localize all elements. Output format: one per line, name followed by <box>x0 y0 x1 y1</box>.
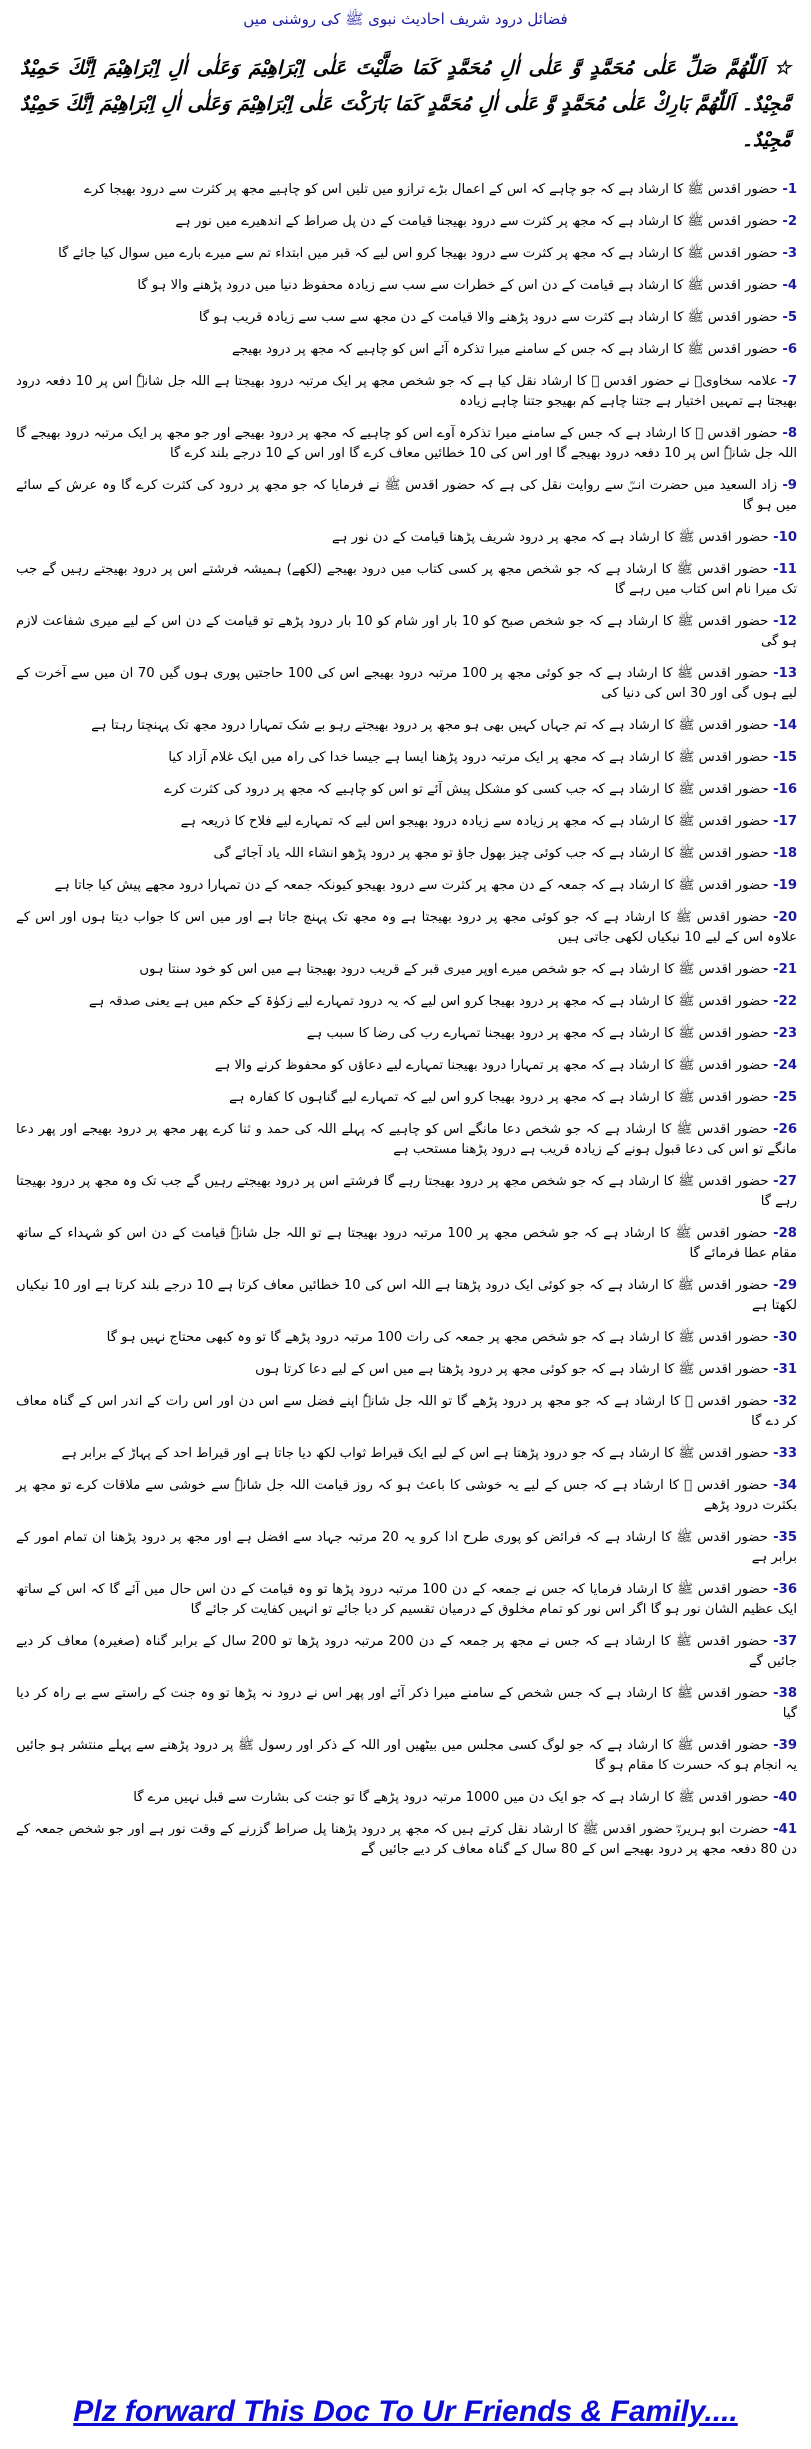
hadith-item <box>16 1820 797 1860</box>
hadith-text: علامہ سخاویؒ نے حضور اقدس ﷺ کا ارشاد نقل کیا ہے کہ جو شخص مجھ پر ایک مرتبہ درود بھیجتا ہے اللہ جل شانہٗ اس پر 10 دفعہ درود بھیجتا ہے تمہیں اختیار ہے جتنا چاہے کم بھیجو جتنا چاہے زیادہ <box>16 374 797 409</box>
hadith-item <box>16 1172 797 1212</box>
hadith-text: حضرت ابو ہریرہؓ حضور اقدس ﷺ کا ارشاد نقل کرتے ہیں کہ مجھ پر درود پڑھنا پل صراط گزرنے کے وقت نور ہے اور جو شخص جمعہ کے دن 80 دفعہ مجھ پر درود بھیجے اس کے 80 سال کے گناہ معاف کر دیے جائیں گے <box>16 1822 797 1857</box>
hadith-number: 8 - <box>778 426 797 441</box>
hadith-item <box>16 340 797 360</box>
hadith-text: حضور اقدس ﷺ کا ارشاد ہے کہ جو کوئی مجھ پر درود پڑھتا ہے میں اس کے لیے دعا کرتا ہوں <box>255 1362 769 1377</box>
hadith-text: حضور اقدس ﷺ کا ارشاد ہے کہ جب کسی کو مشکل پیش آئے تو اس کو چاہیے کہ مجھ پر درود کی کثرت کرے <box>164 782 769 797</box>
hadith-text: حضور اقدس ﷺ کا ارشاد ہے کہ جو شخص مجھ پر جمعہ کی رات 100 مرتبہ درود پڑھے گا تو وہ کبھی محتاج نہیں ہو گا <box>106 1330 769 1345</box>
hadith-text: حضور اقدس ﷺ کا ارشاد ہے کہ جس شخص کے سامنے میرا ذکر آئے اور پھر اس نے درود نہ پڑھا تو وہ جنت کے راستے سے بے راہ کر دیا گیا <box>16 1686 797 1721</box>
hadith-text: حضور اقدس ﷺ کا ارشاد ہے کہ جب کوئی چیز بھول جاؤ تو مجھ پر درود پڑھو انشاء اللہ یاد آجائے گی <box>213 846 769 861</box>
hadith-item <box>16 424 797 464</box>
hadith-text: حضور اقدس ﷺ کا ارشاد ہے کہ جو کوئی مجھ پر درود بھیجتا ہے وہ مجھ تک پہنچ جاتا ہے اور میں اس کا جواب دیتا ہوں اور اس کے علاوہ اس کے لیے 10 نیکیاں لکھی جاتی ہیں <box>16 910 797 945</box>
hadith-number: 15 - <box>769 750 797 765</box>
hadith-text: حضور اقدس ﷺ کا ارشاد ہے کہ جو ایک دن میں 1000 مرتبہ درود پڑھے گا تو جنت کی بشارت سے قبل نہیں مرے گا <box>133 1790 769 1805</box>
hadith-item <box>16 748 797 768</box>
hadith-number: 32 - <box>768 1394 797 1409</box>
hadith-text: حضور اقدس ﷺ کا ارشاد ہے کہ جو کوئی مجھ پر 100 مرتبہ درود بھیجے اس کی 100 حاجتیں پوری ہوں گیں 70 ان میں سے آخرت کے لیے ہوں گی اور 30 اس کی دنیا کی <box>16 666 797 701</box>
hadith-text: حضور اقدس ﷺ کا ارشاد ہے کہ جو لوگ کسی مجلس میں بیٹھیں اور اللہ کے ذکر اور رسول ﷺ پر درود پڑھنے سے پہلے منتشر ہو جائیں یہ انجام ہو کہ حسرت کا مقام ہو گا <box>16 1738 797 1773</box>
hadith-item <box>16 780 797 800</box>
hadith-item <box>16 560 797 600</box>
hadith-item <box>16 308 797 328</box>
hadith-text: حضور اقدس ﷺ کا ارشاد ہے کہ مجھ پر درود بھیجا کرو اس لیے کہ یہ درود تمہارے لیے زکوٰۃ کے حکم میں ہے یعنی صدقہ ہے <box>88 994 769 1009</box>
hadith-number: 10 - <box>769 530 797 545</box>
hadith-text: حضور اقدس ﷺ کا ارشاد ہے کہ جو مجھ پر درود پڑھے گا تو اللہ جل شانہٗ اپنے فضل سے اس دن اور اس رات کے اندر اس کے گناہ معاف کر دے گا <box>16 1394 797 1429</box>
hadith-text: حضور اقدس ﷺ کا ارشاد ہے کہ جو شخص مجھ پر 100 مرتبہ درود بھیجتا ہے تو اللہ جل شانہٗ قیامت کے دن اس کو شہداء کے ساتھ مقام عطا فرمائے گا <box>16 1226 797 1261</box>
durood-ibrahimi: ☆ اَللّٰهُمَّ صَلِّ عَلٰى مُحَمَّدٍ وَّ عَلٰى اٰلِ مُحَمَّدٍ كَمَا صَلَّيْتَ عَلٰى اِبْرَاهِيْمَ وَعَلٰى اٰلِ اِبْرَاهِيْمَ اِنَّكَ حَمِيْدٌ مَّجِيْدٌ۔ اَللّٰهُمَّ بَارِكْ عَلٰى مُحَمَّدٍ وَّ عَلٰى اٰلِ مُحَمَّدٍ كَمَا بَارَكْتَ عَلٰى اِبْرَاهِيْمَ وَعَلٰى اٰلِ اِبْرَاهِيْمَ اِنَّكَ حَمِيْدٌ مَّجِيْدٌ۔ <box>20 57 791 151</box>
hadith-text: حضور اقدس ﷺ کا ارشاد فرمایا کہ جس نے جمعہ کے دن 100 مرتبہ درود پڑھا تو وہ قیامت کے دن اس حال میں آئے گا کہ اس کے ساتھ ایک عظیم الشان نور ہو گا اگر اس نور کو تمام مخلوق کے درمیان تقسیم کر دیا جائے تو انہیں کفایت کر جائے گا <box>16 1582 797 1617</box>
hadith-item <box>16 812 797 832</box>
forward-footer: Plz forward This Doc To Ur Friends & Family.... <box>73 2395 738 2428</box>
hadith-number: 36 - <box>768 1582 797 1597</box>
hadith-item <box>16 876 797 896</box>
hadith-text: حضور اقدس ﷺ کا ارشاد ہے کہ جو درود پڑھتا ہے اس کے لیے ایک قیراط ثواب لکھ دیا جاتا ہے اور قیراط احد کے پہاڑ کے برابر ہے <box>61 1446 769 1461</box>
hadith-item <box>16 844 797 864</box>
hadith-item <box>16 716 797 736</box>
hadith-text: حضور اقدس ﷺ کا ارشاد ہے قیامت کے دن اس کے خطرات سے سب سے زیادہ محفوظ دنیا میں درود پڑھنے والا ہو گا <box>137 278 778 293</box>
hadith-text: حضور اقدس ﷺ کا ارشاد ہے کہ جو شخص میرے اوپر میری قبر کے قریب درود بھیجتا ہے میں اس کو خود سنتا ہوں <box>139 962 769 977</box>
hadith-item <box>16 180 797 200</box>
hadith-item <box>16 528 797 548</box>
hadith-text: حضور اقدس ﷺ کا ارشاد ہے کہ جو شخص مجھ پر کسی کتاب میں درود بھیجے (لکھے) ہمیشہ فرشتے اس پر درود بھیجتے رہیں گے جب تک میرا نام اس کتاب میں رہے گا <box>16 562 797 597</box>
hadith-item <box>16 1580 797 1620</box>
hadith-number: 13 - <box>768 666 797 681</box>
hadith-number: 38 - <box>768 1686 797 1701</box>
hadith-number: 20 - <box>768 910 797 925</box>
hadith-text: حضور اقدس ﷺ کا ارشاد ہے کہ مجھ پر کثرت سے درود بھیجنا قیامت کے دن پل صراط کے اندھیرے میں نور ہے <box>175 214 778 229</box>
hadith-text: حضور اقدس ﷺ کا ارشاد ہے کہ جو کوئی ایک درود پڑھتا ہے اللہ اس کی 10 خطائیں معاف کرتا ہے 10 درجے بلند کرتا ہے اور 10 نیکیاں لکھتا ہے <box>16 1278 797 1313</box>
hadith-number: 17 - <box>769 814 797 829</box>
hadith-number: 4 - <box>778 278 797 293</box>
hadith-item <box>16 1684 797 1724</box>
hadith-number: 5 - <box>778 310 797 325</box>
hadith-number: 22 - <box>769 994 797 1009</box>
hadith-number: 29 - <box>768 1278 797 1293</box>
hadith-item <box>16 1120 797 1160</box>
hadith-item <box>16 664 797 704</box>
hadith-text: حضور اقدس ﷺ کا ارشاد ہے کہ جمعہ کے دن مجھ پر کثرت سے درود بھیجو کیونکہ جمعہ کے دن تمہارا درود مجھے پیش کیا جاتا ہے <box>54 878 769 893</box>
hadith-number: 14 - <box>769 718 797 733</box>
hadith-text: حضور اقدس ﷺ کا ارشاد ہے کہ جس کے سامنے میرا تذکرہ آئے اس کو چاہیے کہ مجھ پر درود بھیجے <box>231 342 778 357</box>
hadith-number: 12 - <box>768 614 797 629</box>
hadith-number: 18 - <box>769 846 797 861</box>
hadith-item <box>16 1736 797 1776</box>
hadith-number: 31 - <box>769 1362 797 1377</box>
hadith-text: حضور اقدس ﷺ کا ارشاد ہے کثرت سے درود پڑھنے والا قیامت کے دن مجھ سے سب سے زیادہ قریب ہو گا <box>198 310 778 325</box>
hadith-text: حضور اقدس ﷺ کا ارشاد ہے کہ مجھ پر تمہارا درود بھیجنا تمہارے لیے دعاؤں کو محفوظ کرنے والا ہے <box>214 1058 769 1073</box>
hadith-item <box>16 612 797 652</box>
hadith-item <box>16 1024 797 1044</box>
hadith-item <box>16 1476 797 1516</box>
hadith-number: 33 - <box>769 1446 797 1461</box>
hadith-text: زاد السعید میں حضرت انسؓ سے روایت نقل کی ہے کہ حضور اقدس ﷺ نے فرمایا کہ جو مجھ پر درود کی کثرت کرے گا وہ عرش کے سائے میں ہو گا <box>16 478 797 513</box>
hadith-item <box>16 212 797 232</box>
hadith-number: 26 - <box>768 1122 797 1137</box>
hadith-item <box>16 992 797 1012</box>
hadith-item <box>16 1788 797 1808</box>
hadith-number: 37 - <box>768 1634 797 1649</box>
hadith-number: 21 - <box>769 962 797 977</box>
hadith-number: 39 - <box>768 1738 797 1753</box>
hadith-number: 34 - <box>768 1478 797 1493</box>
hadith-text: حضور اقدس ﷺ کا ارشاد ہے کہ مجھ پر درود بھیجا کرو اس لیے کہ تمہارے لیے گناہوں کا کفارہ ہے <box>229 1090 769 1105</box>
hadith-text: حضور اقدس ﷺ کا ارشاد ہے کہ جس نے مجھ پر جمعہ کے دن 200 مرتبہ درود پڑھا تو 200 سال کے برابر گناہ (صغیرہ) معاف کر دیے جائیں گے <box>16 1634 797 1669</box>
hadith-number: 7 - <box>777 374 797 389</box>
hadith-text: حضور اقدس ﷺ کا ارشاد ہے کہ جو چاہے کہ اس کے اعمال بڑے ترازو میں تلیں اس کو چاہیے مجھ پر کثرت سے درود بھیجا کرے <box>83 182 778 197</box>
hadith-item <box>16 908 797 948</box>
hadith-text: حضور اقدس ﷺ کا ارشاد ہے کہ مجھ پر درود بھیجنا تمہارے رب کی رضا کا سبب ہے <box>306 1026 769 1041</box>
hadith-number: 1 - <box>778 182 797 197</box>
hadith-number: 23 - <box>769 1026 797 1041</box>
hadith-item <box>16 1528 797 1568</box>
hadith-number: 3 - <box>778 246 797 261</box>
hadith-number: 25 - <box>769 1090 797 1105</box>
hadith-item <box>16 1088 797 1108</box>
hadith-item <box>16 1056 797 1076</box>
hadith-item <box>16 1632 797 1672</box>
hadith-item <box>16 1276 797 1316</box>
hadith-text: حضور اقدس ﷺ کا ارشاد ہے کہ جس کے لیے یہ خوشی کا باعث ہو کہ روز قیامت اللہ جل شانہٗ سے خوشی سے ملاقات کرے تو مجھ پر بکثرت درود پڑھے <box>16 1478 797 1513</box>
hadith-number: 30 - <box>769 1330 797 1345</box>
hadith-text: حضور اقدس ﷺ کا ارشاد ہے کہ مجھ پر کثرت سے درود بھیجا کرو اس لیے کہ قبر میں ابتداء تم سے میرے بارے میں سوال کیا جائے گا <box>58 246 778 261</box>
hadith-text: حضور اقدس ﷺ کا ارشاد ہے کہ مجھ پر درود شریف پڑھنا قیامت کے دن نور ہے <box>332 530 769 545</box>
hadith-item <box>16 276 797 296</box>
hadith-number: 2 - <box>778 214 797 229</box>
hadith-number: 35 - <box>768 1530 797 1545</box>
hadith-number: 19 - <box>769 878 797 893</box>
hadith-item <box>16 1444 797 1464</box>
hadith-text: حضور اقدس ﷺ کا ارشاد ہے کہ جو شخص دعا مانگے اس کو چاہیے کہ پہلے اللہ کی حمد و ثنا کرے پھر مجھ پر درود بھیجے اور پھر دعا مانگے تو اس کی دعا قبول ہونے کے زیادہ قریب ہے درود پڑھنا مستحب ہے <box>16 1122 797 1157</box>
hadith-number: 41 - <box>768 1822 797 1837</box>
hadith-item <box>16 244 797 264</box>
hadith-text: حضور اقدس ﷺ کا ارشاد ہے کہ جو شخص صبح کو 10 بار اور شام کو 10 بار درود پڑھے تو قیامت کے دن اس کے لیے میری شفاعت لازم ہو گی <box>16 614 797 649</box>
hadith-item <box>16 1360 797 1380</box>
hadith-item <box>16 960 797 980</box>
page-title: فضائل درود شریف احادیث نبوی ﷺ کی روشنی میں <box>243 10 568 28</box>
hadith-number: 11 - <box>768 562 797 577</box>
hadith-text: حضور اقدس ﷺ کا ارشاد ہے کہ فرائض کو پوری طرح ادا کرو یہ 20 مرتبہ جہاد سے افضل ہے اور مجھ پر درود پڑھنا ان تمام امور کے برابر ہے <box>16 1530 797 1565</box>
hadith-text: حضور اقدس ﷺ کا ارشاد ہے کہ مجھ پر زیادہ سے زیادہ درود بھیجو اس لیے کہ تمہارے لیے فلاح کا ذریعہ ہے <box>180 814 769 829</box>
hadith-text: حضور اقدس ﷺ کا ارشاد ہے کہ جو شخص مجھ پر درود بھیجتا رہے گا فرشتے اس پر درود بھیجتے رہیں گے جب تک وہ مجھ پر درود بھیجتا رہے گا <box>16 1174 797 1209</box>
hadith-item <box>16 1392 797 1432</box>
hadith-number: 6 - <box>778 342 797 357</box>
hadith-number: 16 - <box>769 782 797 797</box>
hadith-item <box>16 1224 797 1264</box>
hadith-item <box>16 372 797 412</box>
hadith-text: حضور اقدس ﷺ کا ارشاد ہے کہ تم جہاں کہیں بھی ہو مجھ پر درود بھیجتے رہو بے شک تمہارا درود مجھ تک پہنچتا رہتا ہے <box>91 718 769 733</box>
hadith-item <box>16 476 797 516</box>
hadith-item <box>16 1328 797 1348</box>
hadith-list <box>16 180 797 1872</box>
hadith-text: حضور اقدس ﷺ کا ارشاد ہے کہ مجھ پر ایک مرتبہ درود پڑھنا ایسا ہے جیسا خدا کی راہ میں ایک غلام آزاد کیا <box>168 750 769 765</box>
hadith-number: 9 - <box>777 478 797 493</box>
hadith-number: 28 - <box>768 1226 797 1241</box>
hadith-number: 40 - <box>769 1790 797 1805</box>
hadith-number: 24 - <box>769 1058 797 1073</box>
hadith-number: 27 - <box>768 1174 797 1189</box>
hadith-text: حضور اقدس ﷺ کا ارشاد ہے کہ جس کے سامنے میرا تذکرہ آوے اس کو چاہیے کہ مجھ پر درود بھیجے اور جو مجھ پر ایک مرتبہ درود بھیجے گا اللہ جل شانہٗ اس پر 10 دفعہ درود بھیجے گا اور اس کی 10 خطائیں معاف کرے گا اور اس کے 10 درجے بلند کرے گا <box>16 426 797 461</box>
